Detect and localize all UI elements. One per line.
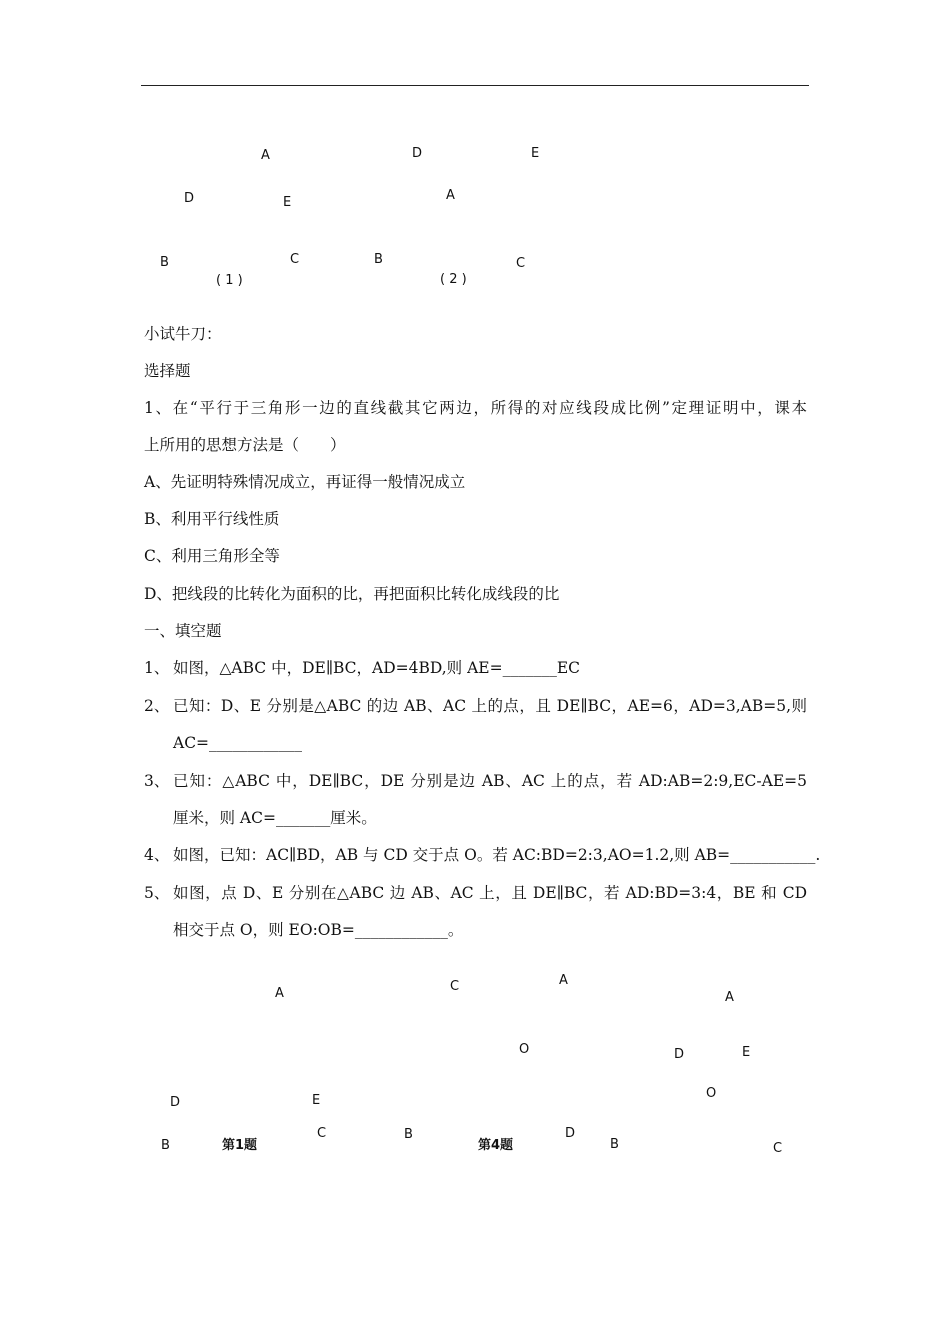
- point-label-a: A: [446, 188, 455, 203]
- point-label-e: E: [531, 146, 540, 161]
- header-rule: [141, 85, 809, 86]
- fill-1-number: 1、: [144, 659, 170, 677]
- point-label-b: B: [374, 252, 383, 267]
- point-label-a: A: [725, 990, 734, 1005]
- point-label-a: A: [261, 148, 270, 163]
- section-heading-try: 小试牛刀：: [144, 325, 222, 343]
- point-label-e: E: [742, 1045, 751, 1060]
- option-c: C、利用三角形全等: [144, 547, 280, 565]
- fill-3-line-2: 厘米，则 AC=_______厘米。: [173, 809, 377, 827]
- point-label-a: A: [275, 986, 284, 1001]
- fill-2-line-2: AC=____________: [173, 734, 303, 752]
- point-label-b: B: [610, 1137, 619, 1152]
- point-label-c: C: [317, 1126, 327, 1141]
- figure-caption: ( 2 ): [440, 272, 467, 287]
- fill-1-text: 如图，△ABC 中，DE∥BC，AD=4BD,则 AE=_______EC: [173, 659, 581, 677]
- fill-5-number: 5、: [144, 884, 170, 902]
- fill-2-number: 2、: [144, 697, 170, 715]
- figure-caption: ( 1 ): [216, 273, 243, 288]
- fill-5-line-1: 如图，点 D、E 分别在△ABC 边 AB、AC 上，且 DE∥BC，若 AD:BD=3:4，BE 和 CD: [173, 884, 807, 902]
- section-heading-fill: 一、填空题: [144, 622, 222, 640]
- point-label-e: E: [312, 1093, 321, 1108]
- question-1-line-2: 上所用的思想方法是（ ）: [144, 436, 346, 454]
- option-b: B、利用平行线性质: [144, 510, 280, 528]
- option-a: A、先证明特殊情况成立，再证得一般情况成立: [144, 473, 466, 491]
- point-label-d: D: [412, 146, 423, 161]
- fill-2-line-1: 已知：D、E 分别是△ABC 的边 AB、AC 上的点，且 DE∥BC，AE=6，AD=3,AB=5,则: [173, 697, 807, 715]
- figure-caption: 第4题: [478, 1138, 514, 1153]
- fill-4-text: 如图，已知：AC∥BD，AB 与 CD 交于点 O。若 AC:BD=2:3,AO=1.2,则 AB=___________.: [173, 846, 821, 864]
- point-label-a: A: [559, 973, 568, 988]
- point-label-c: C: [450, 979, 460, 994]
- point-label-e: E: [283, 195, 292, 210]
- point-label-c: C: [290, 252, 300, 267]
- point-label-b: B: [404, 1127, 413, 1142]
- point-label-d: D: [184, 191, 195, 206]
- point-label-c: C: [516, 256, 526, 271]
- point-label-c: C: [773, 1141, 783, 1156]
- fill-3-line-1: 已知：△ABC 中，DE∥BC，DE 分别是边 AB、AC 上的点，若 AD:AB=2:9,EC-AE=5: [173, 772, 807, 790]
- point-label-b: B: [161, 1138, 170, 1153]
- question-1-line-1: 1、在“平行于三角形一边的直线截其它两边，所得的对应线段成比例”定理证明中，课本: [144, 399, 807, 417]
- fill-5-line-2: 相交于点 O，则 EO:OB=____________。: [173, 921, 464, 939]
- option-d: D、把线段的比转化为面积的比，再把面积比转化成线段的比: [144, 585, 560, 603]
- point-label-d: D: [674, 1047, 685, 1062]
- fill-4-number: 4、: [144, 846, 170, 864]
- point-label-b: B: [160, 255, 169, 270]
- point-label-d: D: [565, 1126, 576, 1141]
- point-label-d: D: [170, 1095, 181, 1110]
- figure-caption: 第1题: [222, 1138, 258, 1153]
- section-heading-choice: 选择题: [144, 362, 191, 380]
- fill-3-number: 3、: [144, 772, 170, 790]
- point-label-o: O: [706, 1086, 717, 1101]
- point-label-o: O: [519, 1042, 530, 1057]
